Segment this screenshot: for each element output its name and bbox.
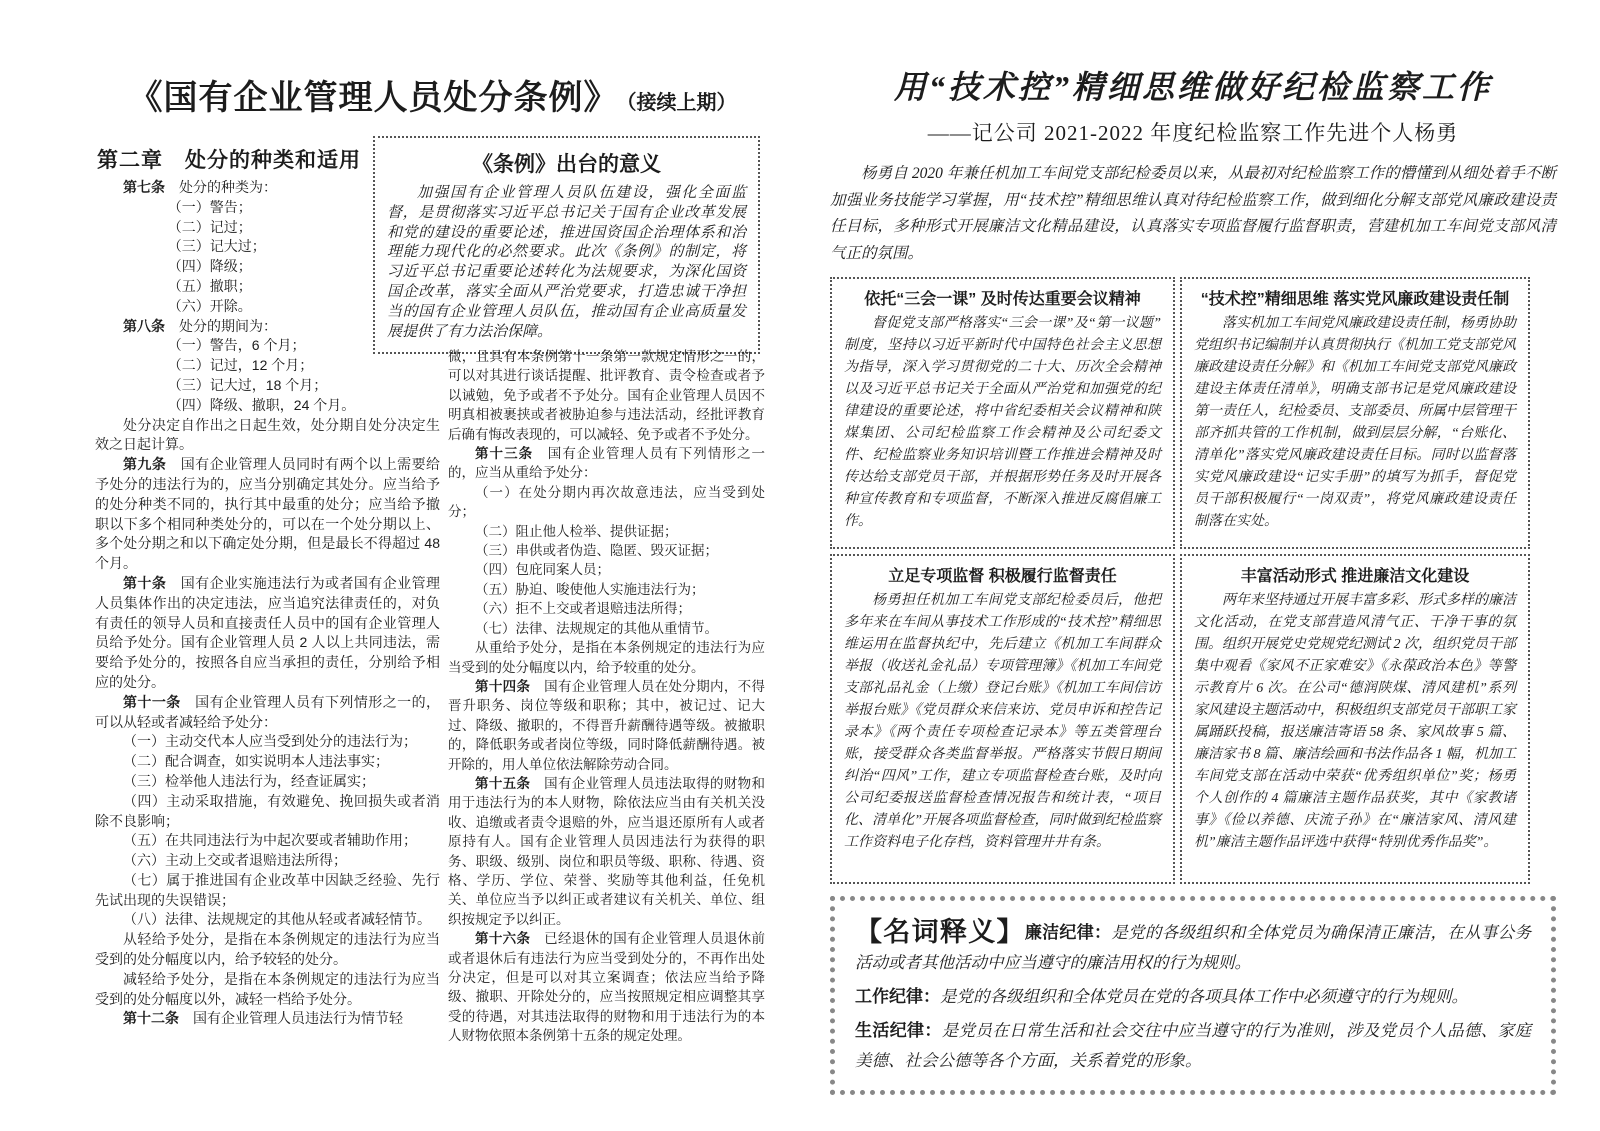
- law-paragraph: （五）胁迫、唆使他人实施违法行为；: [475, 581, 705, 597]
- law-paragraph: （一）在处分期内再次故意违法，应当受到处分；: [448, 484, 765, 520]
- law-paragraph: （三）记大过；: [167, 238, 266, 255]
- regulation-title: 《国有企业管理人员处分条例》: [128, 79, 619, 117]
- law-paragraph: 处分决定自作出之日起生效，处分期自处分决定生效之日起计算。: [95, 416, 440, 453]
- law-paragraph: （二）记过，12 个月；: [167, 357, 314, 374]
- feature-box-supervision: [830, 554, 1175, 884]
- law-paragraph: 从重给予处分，是指在本条例规定的违法行为应当受到的处分幅度以内，给予较重的处分。: [448, 640, 765, 675]
- law-paragraph: （四）包庇同案人员；: [475, 562, 610, 578]
- glossary-term: 廉洁纪律：: [1024, 923, 1112, 942]
- article-number: 第十三条: [475, 446, 534, 462]
- article-number: 第十六条: [475, 931, 531, 947]
- feature-box-responsibility: [1180, 277, 1530, 549]
- law-paragraph: （一）警告；: [167, 198, 252, 215]
- page-left: [95, 70, 770, 1080]
- law-paragraph: （二）配合调查，如实说明本人违法事实；: [123, 753, 389, 770]
- law-paragraph: 第十三条 国有企业管理人员有下列情形之一的，应当从重给予处分：: [448, 446, 766, 481]
- law-paragraph: （三）检举他人违法行为，经查证属实；: [123, 772, 375, 789]
- significance-box-title: 《条例》出台的意义: [472, 153, 661, 176]
- article-subtitle: ——记公司 2021-2022 年度纪检监察工作先进个人杨勇: [927, 121, 1459, 145]
- right-column: [448, 347, 765, 1046]
- law-paragraph: （四）降级、撤职，24 个月。: [167, 396, 356, 413]
- law-paragraph: （六）拒不上交或者退赔违法所得；: [475, 601, 691, 617]
- feature-box-meetings: [830, 277, 1175, 549]
- article-number: 第八条: [123, 317, 165, 334]
- significance-box-body: 加强国有企业管理人员队伍建设，强化全面监督，是贯彻落实习近平总书记关于国有企业改革发展和党的建设的重要论述，推进国资国企治理体系和治理能力现代化的必然要求。此次《条例》的制定，将习近平总书记重要论述转化为法规要求，为深化国资国企改革，落实全面从严治党要求，打造忠诚干净担当的国有企业管理人员队伍，推动国有企业高质量发展提供了有力法治保障。: [387, 185, 746, 340]
- law-paragraph: 微，且具有本条例第十一条第一款规定情形之一的，可以对其进行谈话提醒、批评教育、责令检查或者予以诫勉，免予或者不予处分。国有企业管理人员因不明真相被裹挟或者被胁迫参与违法活动，经批评教育后确有悔改表现的，可以减轻、免予或者不予处分。: [448, 349, 765, 442]
- article-number: 第七条: [123, 179, 165, 195]
- law-paragraph: （六）开除。: [167, 297, 252, 314]
- law-paragraph: （四）主动采取措施，有效避免、挽回损失或者消除不良影响；: [95, 792, 440, 829]
- feature-box-body: 落实机加工车间党风廉政建设责任制，杨勇协助党组织书记编制并认真贯彻执行《机加工党支部党风廉政建设责任分解》和《机加工车间党支部党风廉政建设主体责任清单》，明确支部书记是党风廉政建设第一责任人，纪检委员、支部委员、所属中层管理干部齐抓共管的工作机制，做到层层分解，“台账化、清单化”落实党风廉政建设责任目标。同时以监督落实党风廉政建设“记实手册”的填写为抓手，督促党员干部积极履行“一岗双责”，将党风廉政建设责任制落在实处。: [1194, 316, 1516, 529]
- glossary-entry: [855, 1016, 1531, 1076]
- law-paragraph: 第七条 处分的种类为：: [123, 179, 277, 195]
- chapter-heading: 第二章 处分的种类和适用: [97, 149, 361, 172]
- law-paragraph: （三）串供或者伪造、隐匿、毁灭证据；: [475, 543, 718, 559]
- law-paragraph: 第十四条 国有企业管理人员在处分期内，不得晋升职务、岗位等级和职称；其中，被记过、记大过、降级、撤职的，不得晋升薪酬待遇等级。被撤职的，降低职务或者岗位等级，同时降低薪酬待遇。被开除的，用人单位依法解除劳动合同。: [448, 678, 766, 772]
- feature-box-body: 杨勇担任机加工车间党支部纪检委员后，他把多年来在车间从事技术工作形成的“技术控”精细思维运用在监督执纪中，先后建立《机加工车间群众举报（收送礼金礼品）专项管理簿》《机加工车间党支部礼品礼金（上缴）登记台账》《机加工车间信访举报台账》《党员群众来信来访、党员申诉和控告记录本》《两个责任专项检查记录本》等五类管理台账，接受群众各类监督举报。严格落实节假日期间纠治“四风”工作，建立专项监督检查台账，及时向公司纪委报送监督检查情况报告和统计表，“项目化、清单化”开展各项监督检查，同时做到纪检监察工作资料电子化存档，资料管理井井有条。: [844, 593, 1161, 850]
- law-paragraph: 第十条 国有企业实施违法行为或者国有企业管理人员集体作出的决定违法，应当追究法律责任的，对负有责任的领导人员和直接责任人员中的国有企业管理人员给予处分。国有企业管理人员 2 人以上共同违法，需要给予处分的，按照各自应当承担的责任，分别给予相应的处分。: [95, 574, 441, 690]
- significance-box: [373, 136, 760, 354]
- law-paragraph: （五）在共同违法行为中起次要或者辅助作用；: [123, 832, 417, 849]
- feature-box-body: 督促党支部严格落实“三会一课”及“第一议题”制度，坚持以习近平新时代中国特色社会主义思想为指导，深入学习贯彻党的二十大、历次全会精神以及习近平总书记关于全面从严治党和加强党的纪律建设的重要论述，将中省纪委相关会议精神和陕煤集团、公司纪检监察工作会精神及公司纪委文件、纪检监察业务知识培训暨工作推进会精神及时传达给支部党员干部，并根据形势任务及时开展各种宣传教育和专项监督，不断深入推进反腐倡廉工作。: [844, 316, 1161, 529]
- glossary-term: 工作纪律：: [855, 987, 940, 1006]
- article-number: 第十五条: [475, 775, 531, 791]
- law-paragraph: （一）警告，6 个月；: [167, 337, 306, 354]
- regulation-title-row: [95, 70, 770, 119]
- article-number: 第十条: [123, 574, 167, 591]
- glossary-term: 生活纪律：: [855, 1021, 942, 1040]
- article-intro: 杨勇自 2020 年兼任机加工车间党支部纪检委员以来，从最初对纪检监察工作的懵懂到从细处着手不断加强业务技能学习掌握，用“技术控”精细思维认真对待纪检监察工作，做到细化分解支部党风廉政建设责任目标，多种形式开展廉洁文化精品建设，认真落实专项监督履行监督职责，营建机加工车间党支部风清气正的氛围。: [830, 165, 1556, 262]
- feature-box-title: “技术控”精细思维 落实党风廉政建设责任制: [1200, 291, 1510, 308]
- feature-box-title: 依托“三会一课” 及时传达重要会议精神: [864, 291, 1141, 308]
- regulation-title-suffix: （接续上期）: [626, 92, 737, 114]
- law-paragraph: （七）属于推进国有企业改革中因缺乏经验、先行先试出现的失误错误；: [95, 871, 440, 908]
- article-number: 第九条: [123, 456, 167, 473]
- feature-box-title: 立足专项监督 积极履行监督责任: [888, 568, 1117, 585]
- law-paragraph: （八）法律、法规规定的其他从轻或者减轻情节。: [123, 911, 431, 928]
- glossary-entry: [855, 917, 1531, 978]
- law-paragraph: （五）撤职；: [167, 277, 252, 294]
- page-right: [830, 62, 1556, 1080]
- feature-boxes-grid: [830, 277, 1556, 884]
- glossary-box: [830, 896, 1556, 1095]
- article-number: 第十二条: [123, 1010, 179, 1027]
- feature-box-culture: [1180, 554, 1530, 884]
- law-paragraph: 第十一条 国有企业管理人员有下列情形之一的，可以从轻或者减轻给予处分：: [95, 693, 441, 730]
- glossary-definition: 是党的各级组织和全体党员在党的各项具体工作中必须遵守的行为规则。: [940, 987, 1468, 1006]
- article-number: 第十一条: [123, 693, 181, 710]
- law-paragraph: 第十二条 国有企业管理人员违法行为情节轻: [123, 1010, 403, 1027]
- glossary-label: 【名词释义】: [855, 917, 1025, 947]
- law-paragraph: （六）主动上交或者退赔违法所得；: [123, 852, 347, 869]
- law-paragraph: 第八条 处分的期间为：: [123, 317, 277, 334]
- law-paragraph: （三）记大过，18 个月；: [167, 376, 328, 393]
- law-paragraph: 减轻给予处分，是指在本条例规定的违法行为应当受到的处分幅度以外，减轻一档给予处分。: [95, 970, 440, 1007]
- law-paragraph: 第九条 国有企业管理人员同时有两个以上需要给予处分的违法行为的，应当分别确定其处分。应当给予的处分种类不同的，执行其中最重的处分；应当给予撤职以下多个相同种类处分的，可以在一个处分期以上、多个处分期之和以下确定处分期，但是最长不得超过 48 个月。: [95, 456, 441, 572]
- feature-box-body: 两年来坚持通过开展丰富多彩、形式多样的廉洁文化活动，在党支部营造风清气正、干净干事的氛围。组织开展党史党规党纪测试 2 次，组织党员干部集中观看《家风不正家难安》《永葆政治本色》等警示教育片 6 次。在公司“德润陕煤、清风建机”系列家风建设主题活动中，积极组织支部党员干部职工家属踊跃投稿，报送廉洁寄语 58 条、家风故事 5 篇、廉洁家书 8 篇、廉洁绘画和书法作品各 1 幅，机加工车间党支部在活动中荣获“优秀组织单位”奖；杨勇个人创作的 4 篇廉洁主题作品获奖，其中《家教诸事》《俭以养德、庆流子孙》在“廉洁家风、清风建机”廉洁主题作品评选中获得“特别优秀作品奖”。: [1194, 593, 1516, 850]
- feature-box-title: 丰富活动形式 推进廉洁文化建设: [1240, 568, 1470, 585]
- glossary-definition: 是党的各级组织和全体党员为确保清正廉洁，在从事公务活动或者其他活动中应当遵守的廉洁用权的行为规则。: [855, 923, 1532, 972]
- law-paragraph: 从轻给予处分，是指在本条例规定的违法行为应当受到的处分幅度以内，给予较轻的处分。: [95, 931, 440, 968]
- article-number: 第十四条: [475, 678, 531, 694]
- law-paragraph: （四）降级；: [167, 258, 252, 275]
- law-paragraph: （七）法律、法规规定的其他从重情节。: [475, 620, 718, 636]
- law-paragraph: 第十五条 国有企业管理人员违法取得的财物和用于违法行为的本人财物，除依法应当由有关机关没收、追缴或者责令退赔的外，应当退还原所有人或者原持有人。国有企业管理人员因违法行为获得的职务、职级、级别、岗位和职员等级、职称、待遇、资格、学历、学位、荣誉、奖励等其他利益，任免机关、单位应当予以纠正或者建议有关机关、单位、组织按规定予以纠正。: [448, 775, 766, 927]
- law-paragraph: 第十六条 已经退休的国有企业管理人员退休前或者退休后有违法行为应当受到处分的，不再作出处分决定，但是可以对其立案调查；依法应当给予降级、撤职、开除处分的，应当按照规定相应调整其享受的待遇，对其违法取得的财物和用于违法行为的本人财物依照本条例第十五条的规定处理。: [448, 931, 766, 1044]
- glossary-definition: 是党员在日常生活和社会交往中应当遵守的行为准则，涉及党员个人品德、家庭美德、社会公德等各个方面，关系着党的形象。: [855, 1021, 1532, 1070]
- article-title: 用“技术控”精细思维做好纪检监察工作: [893, 69, 1492, 105]
- law-paragraph: （一）主动交代本人应当受到处分的违法行为；: [123, 733, 417, 750]
- law-paragraph: （二）阻止他人检举、提供证据；: [475, 523, 678, 539]
- law-paragraph: （二）记过；: [167, 218, 252, 235]
- glossary-entry: [855, 982, 1531, 1012]
